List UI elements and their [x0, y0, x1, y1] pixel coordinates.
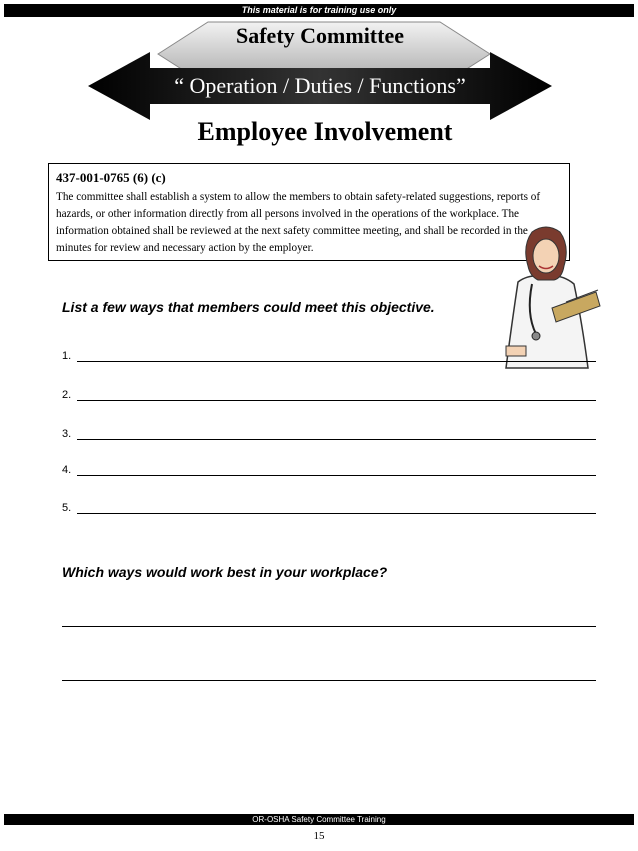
doctor-clipboard-illustration [492, 222, 602, 370]
banner-subtitle: “ Operation / Duties / Functions” [174, 73, 466, 98]
answer-line-4[interactable] [62, 463, 596, 477]
training-notice: This material is for training use only [241, 5, 397, 15]
rule-text: The committee shall establish a system to allow the members to obtain safety-related suggestions, reports of hazards, or other information directly from all persons involved in the operations of the workplace. The information obtained shall be reviewed at the next safety committee meeting, and shall be recorded in the minutes for review and necessary action by the employer. [56, 191, 541, 254]
footer-bar [4, 814, 634, 825]
answer-number: 3. [62, 428, 72, 440]
header-bar [4, 4, 634, 17]
section-title: Employee Involvement [197, 117, 453, 146]
footer-label: OR-OSHA Safety Committee Training [252, 815, 386, 824]
answer-line-5[interactable] [62, 501, 596, 515]
answer-number: 2. [62, 389, 72, 401]
answer-line-1[interactable] [62, 349, 596, 363]
answer-number: 1. [62, 350, 72, 362]
banner-title: Safety Committee [236, 23, 404, 48]
question-best-ways: Which ways would work best in your workplace? [62, 564, 388, 580]
answer-line-3[interactable] [62, 427, 596, 441]
answer-number: 4. [62, 464, 72, 476]
answer-line-2[interactable] [62, 388, 596, 402]
question-list-ways: List a few ways that members could meet this objective. [62, 299, 435, 315]
page-number: 15 [313, 830, 325, 842]
rule-code: 437-001-0765 (6) (c) [56, 170, 166, 185]
answer-blank-line-2[interactable] [62, 680, 596, 681]
answer-number: 5. [62, 502, 72, 514]
answer-blank-line-1[interactable] [62, 626, 596, 627]
